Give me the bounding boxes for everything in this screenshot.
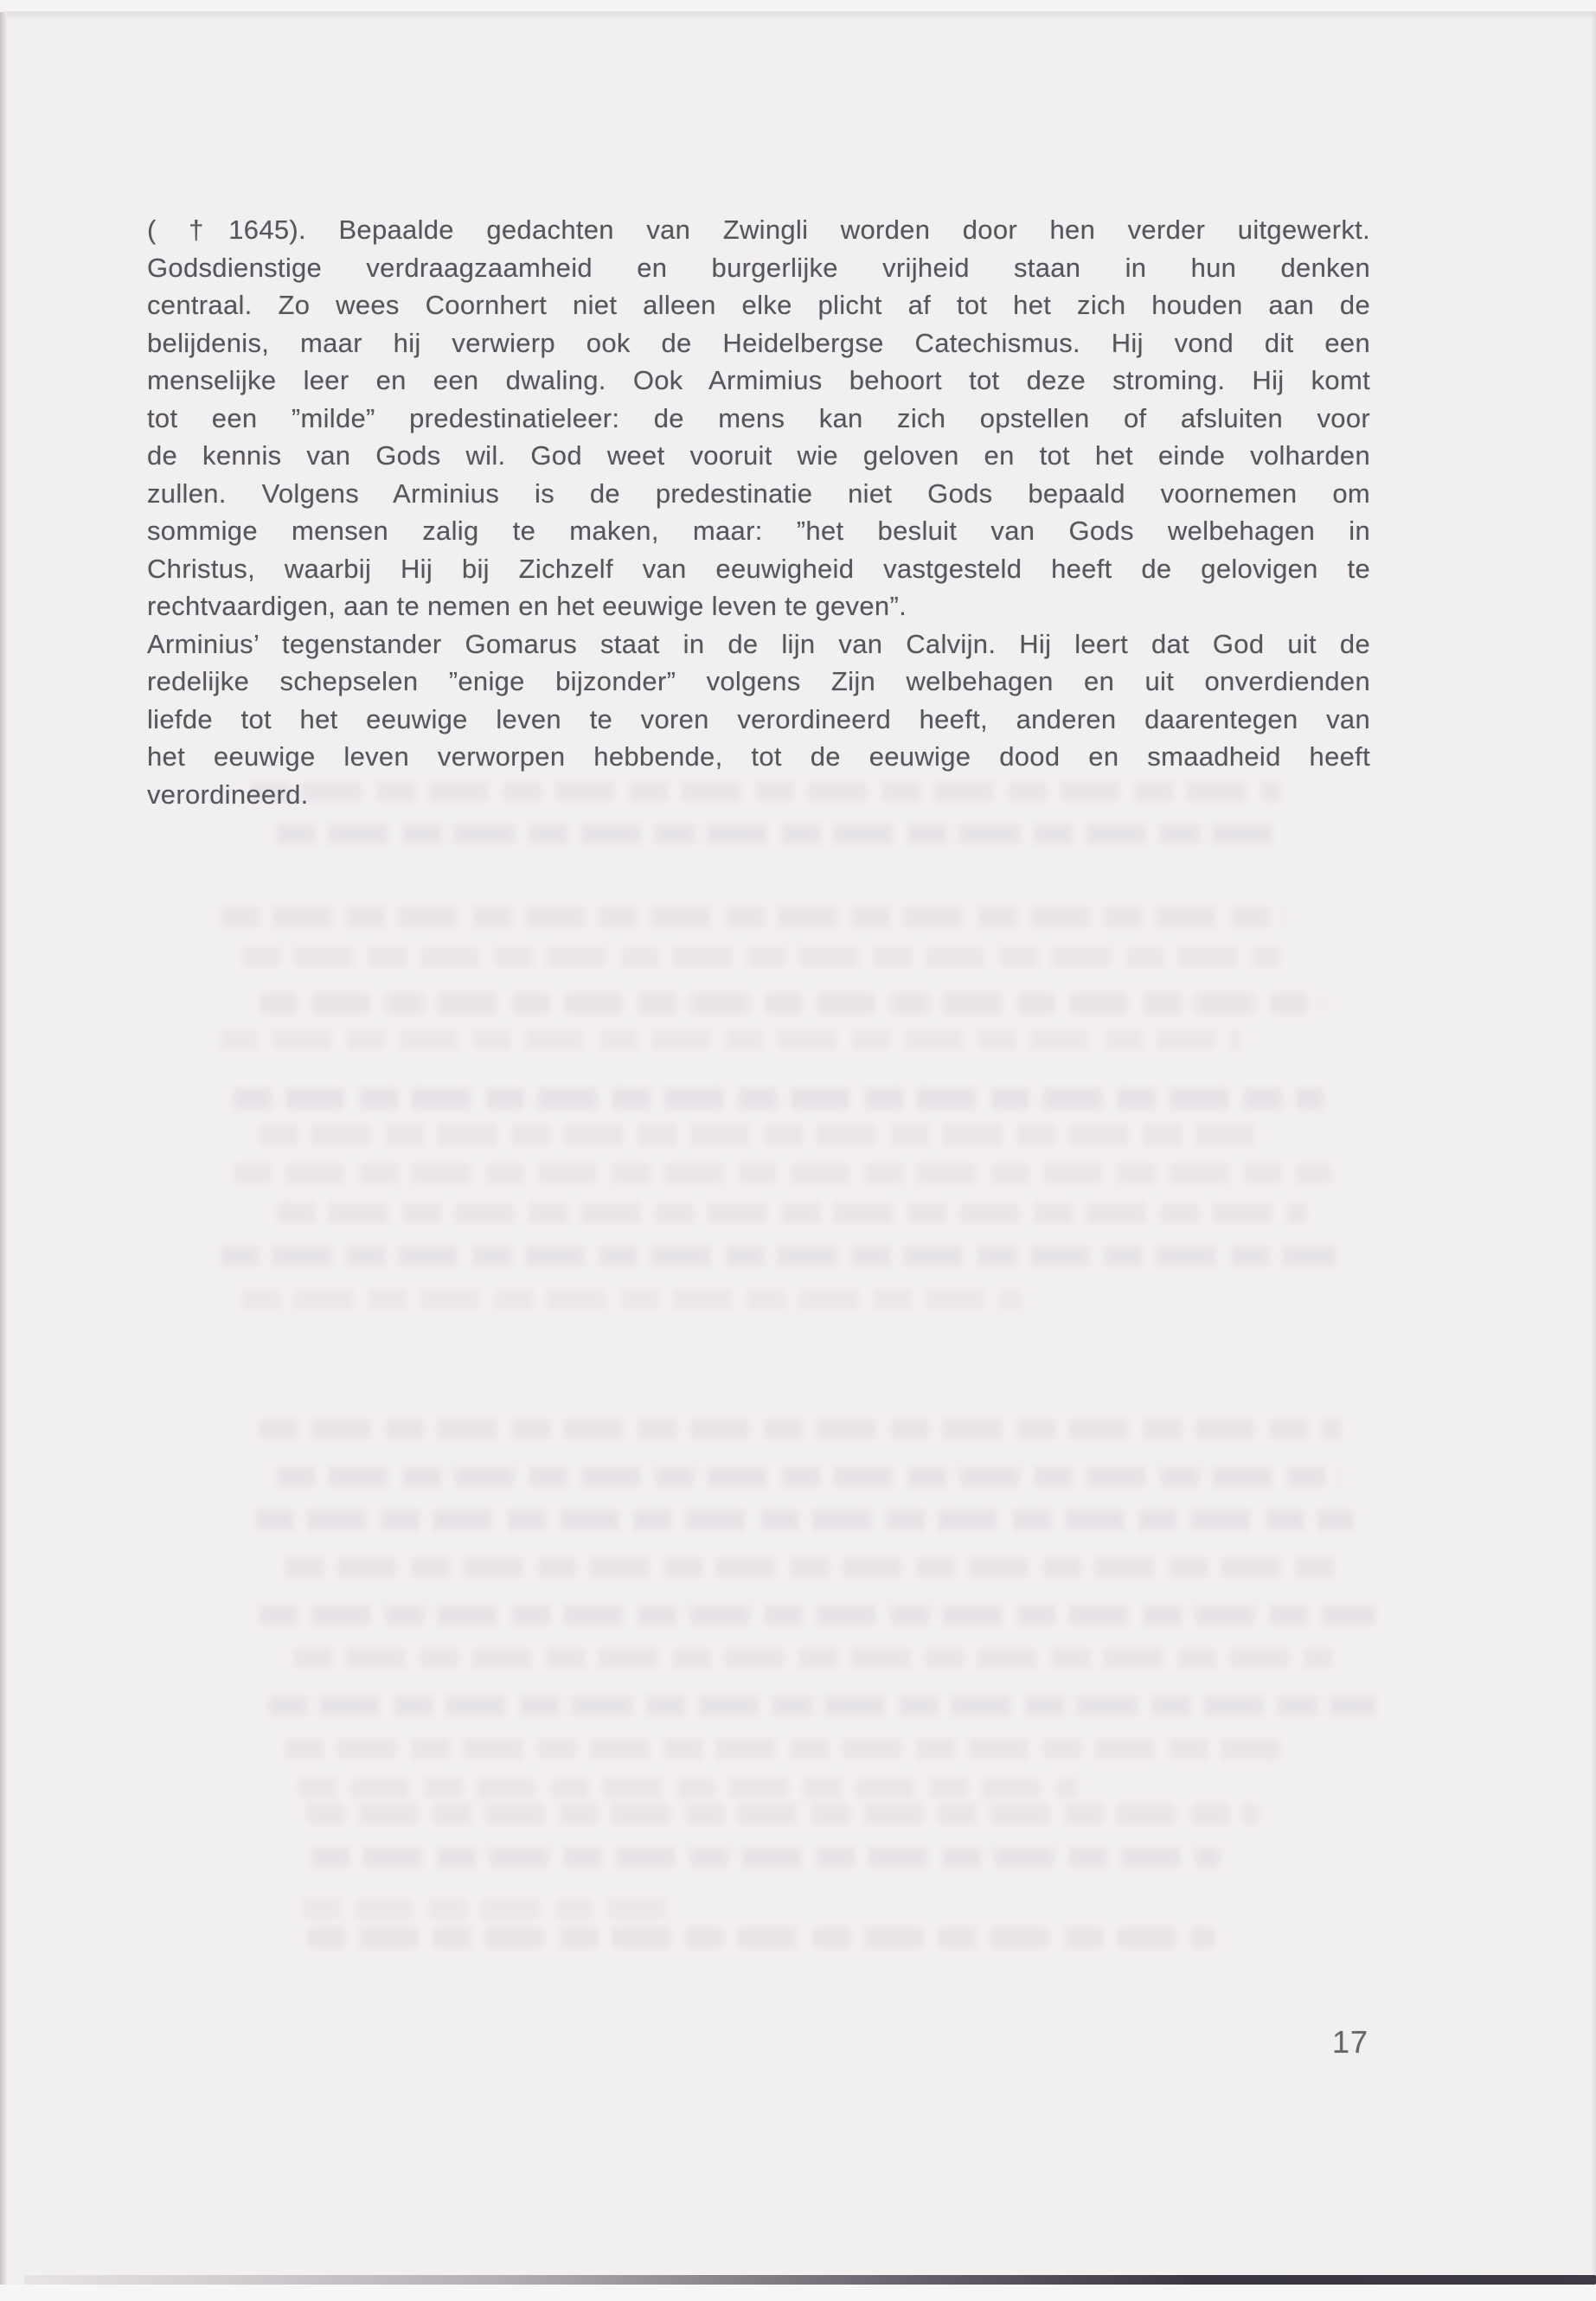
page-number: 17 (1332, 2024, 1369, 2060)
text-line: centraal. Zo wees Coornhert niet alleen elke plicht af tot het zich houden aan de (147, 290, 1370, 320)
bleed-line (260, 993, 1324, 1014)
bleed-line (285, 1739, 1280, 1759)
bottom-edge-line (24, 2275, 1596, 2285)
text-line: Godsdienstige verdraagzaamheid en burgerlijke vrijheid staan in hun denken (147, 252, 1370, 283)
text-line: tot een ”milde” predestinatieleer: de mens kan zich opstellen of afsluiten voor (147, 402, 1370, 433)
bleed-line (260, 1125, 1254, 1145)
text-line: menselijke leer en een dwaling. Ook Armimius behoort tot deze stroming. Hij komt (147, 365, 1370, 395)
top-edge-line (5, 11, 1596, 19)
top-edge-shadow (0, 0, 1596, 11)
bottom-edge-shadow (0, 2285, 1596, 2301)
text-line: liefde tot het eeuwige leven te voren verordineerd heeft, anderen daarentegen van (147, 703, 1370, 734)
bleed-line (242, 946, 1280, 967)
bleed-line (307, 1804, 1259, 1824)
right-edge-shadow (1591, 12, 1596, 2279)
bleed-line (311, 1847, 1220, 1868)
bleed-line (277, 824, 1280, 844)
bleed-line (298, 1778, 1077, 1798)
text-line: sommige mensen zalig te maken, maar: ”het besluit van Gods welbehagen in (147, 516, 1370, 546)
text-line: belijdenis, maar hij verwierp ook de Heidelbergse Catechismus. Hij vond dit een (147, 327, 1370, 358)
text-line: de kennis van Gods wil. God weet vooruit wie geloven en tot het einde volharden (147, 440, 1370, 471)
bleed-line (242, 1289, 1021, 1310)
text-line: het eeuwige leven verworpen hebbende, tot de eeuwige dood en smaadheid heeft (147, 741, 1370, 772)
bleed-line (221, 1246, 1336, 1266)
bleed-line (307, 1927, 1215, 1948)
text-line: Christus, waarbij Hij bij Zichzelf van eeuwigheid vastgesteld heeft de gelovigen te (147, 553, 1370, 584)
text-line: ( †1645). Bepaalde gedachten van Zwingli worden door hen verder uitgewerkt. (147, 215, 1370, 245)
bleed-line (255, 1509, 1354, 1530)
text-line: Arminius’ tegenstander Gomarus staat in de lijn van Calvijn. Hij leert dat God uit de (147, 628, 1370, 659)
bleed-line (221, 907, 1285, 927)
bleed-line (260, 1605, 1375, 1625)
bleed-line (294, 1648, 1332, 1669)
left-edge-shadow (0, 12, 7, 2289)
text-line: verordineerd. (147, 779, 309, 810)
bleed-line (277, 1466, 1341, 1487)
bleed-line (285, 1557, 1341, 1578)
text-line: zullen. Volgens Arminius is de predestinatie niet Gods bepaald voornemen om (147, 478, 1370, 509)
bleed-line (277, 1202, 1306, 1223)
bleed-line (234, 1163, 1332, 1184)
text-line: rechtvaardigen, aan te nemen en het eeuwige leven te geven”. (147, 591, 907, 621)
body-text (147, 211, 1370, 813)
bleed-line (303, 1899, 666, 1920)
text-line: redelijke schepselen ”enige bijzonder” volgens Zijn welbehagen en uit onverdienden (147, 666, 1370, 696)
bleed-line (221, 1029, 1241, 1050)
bleed-line (268, 1695, 1375, 1716)
bleed-line (260, 1419, 1341, 1439)
bleed-line (234, 1088, 1324, 1109)
